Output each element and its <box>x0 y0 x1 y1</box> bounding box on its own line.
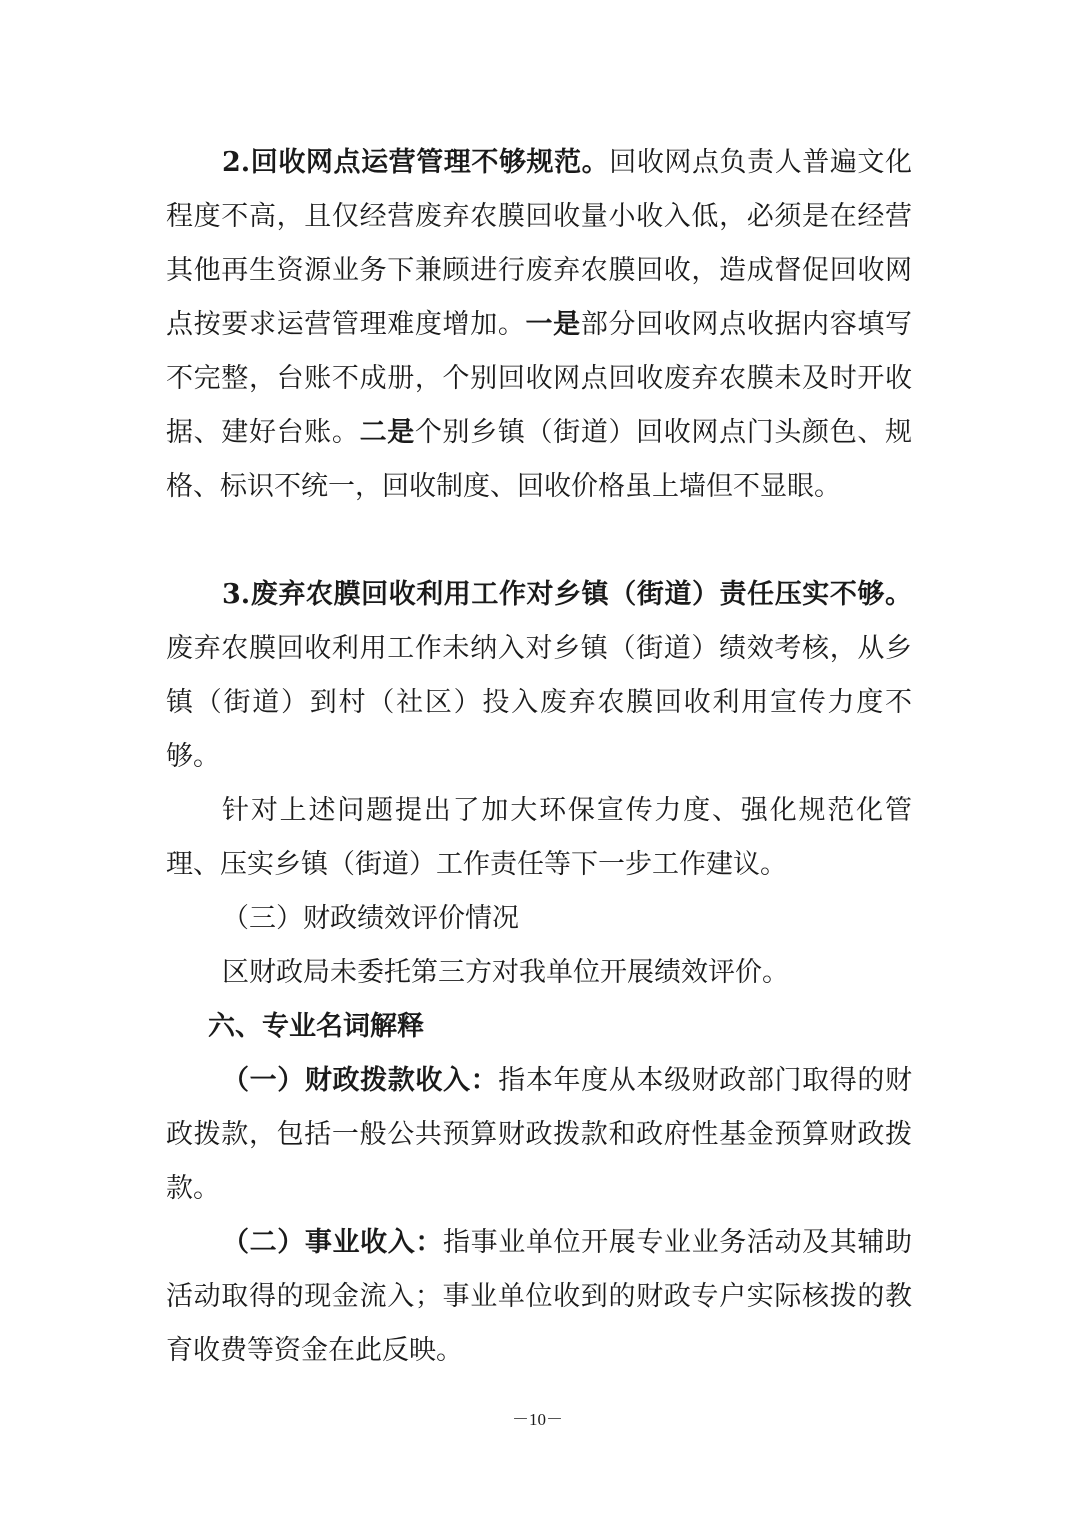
paragraph-text: 区财政局未委托第三方对我单位开展绩效评价。 <box>222 957 789 988</box>
paragraph-lead-bold: 2.回收网点运营管理不够规范。 <box>222 147 610 178</box>
section-heading-performance-evaluation: （三）财政绩效评价情况 <box>222 903 519 934</box>
paragraph-text: 指事业单位开展专业业务活动及其辅助活动取得的现金流入；事业单位收到的财政专户实际核拨的教育收费等资金在此反映。 <box>166 1227 912 1366</box>
paragraph-suggestions <box>166 784 912 892</box>
paragraph-text: 回收网点负责人普遍文化程度不高，且仅经营废弃农膜回收量小收入低，必须是在经营其他再生资源业务下兼顾进行废弃农膜回收，造成督促回收网点按要求运营管理难度增加。 <box>166 147 913 340</box>
paragraph-text: 针对上述问题提出了加大环保宣传力度、强化规范化管理、压实乡镇（街道）工作责任等下一步工作建议。 <box>166 795 912 880</box>
paragraph-marker-bold: 二是 <box>359 417 415 448</box>
term-label-bold: （一）财政拨款收入： <box>222 1065 499 1096</box>
paragraph-recycling-points-management <box>166 136 912 514</box>
paragraph-township-responsibility <box>166 568 912 784</box>
paragraph-text: 部分回收网点收据内容填写不完整，台账不成册，个别回收网点回收废弃农膜未及时开收据、建好台账。 <box>166 309 913 448</box>
paragraph-text: 指本年度从本级财政部门取得的财政拨款，包括一般公共预算财政拨款和政府性基金预算财政拨款。 <box>166 1065 912 1204</box>
paragraph-marker-bold: 一是 <box>525 309 581 340</box>
paragraph-fiscal-appropriation-income <box>166 1054 912 1216</box>
page-number: －10－ <box>512 1410 563 1429</box>
paragraph-business-income <box>166 1216 912 1378</box>
paragraph-text: 废弃农膜回收利用工作未纳入对乡镇（街道）绩效考核，从乡镇（街道）到村（社区）投入废弃农膜回收利用宣传力度不够。 <box>166 633 912 772</box>
paragraph-text: 个别乡镇（街道）回收网点门头颜色、规格、标识不统一，回收制度、回收价格虽上墙但不显眼。 <box>166 417 913 502</box>
paragraph-lead-bold: 3.废弃农膜回收利用工作对乡镇（街道）责任压实不够。 <box>222 579 912 610</box>
section-heading-terminology: 六、专业名词解释 <box>208 1011 424 1042</box>
paragraph-evaluation-status <box>166 946 912 1000</box>
term-label-bold: （二）事业收入： <box>222 1227 443 1258</box>
